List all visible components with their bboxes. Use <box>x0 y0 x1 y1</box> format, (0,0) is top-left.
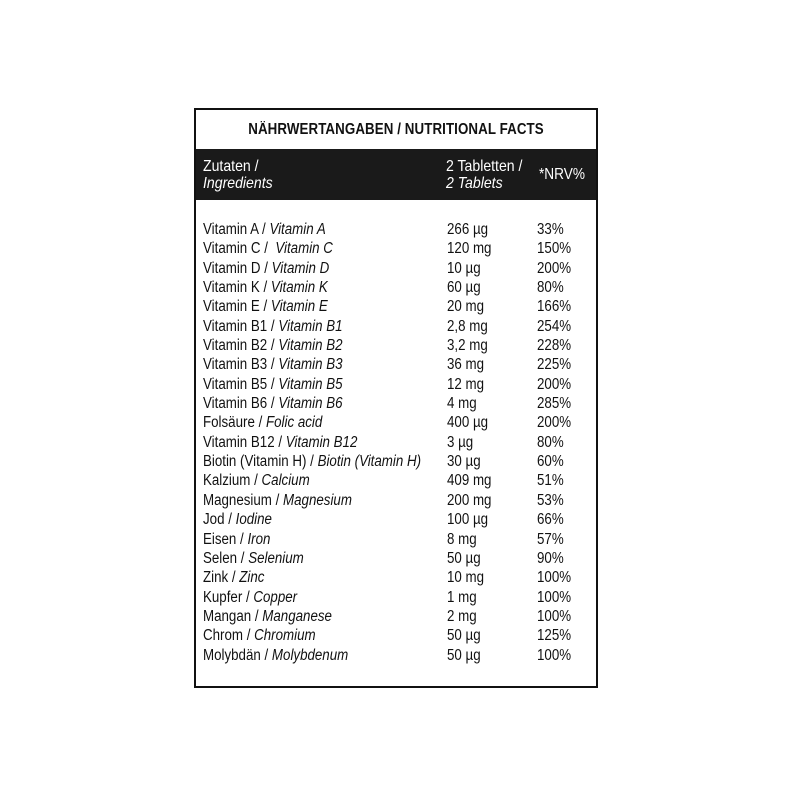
nutrient-name <box>203 452 421 471</box>
nutrient-name-en: Chromium <box>254 627 316 645</box>
nutrient-name-en: Vitamin C <box>275 240 333 258</box>
table-row <box>196 452 596 471</box>
nutrient-name <box>203 510 272 529</box>
nutrient-name-en: Copper <box>253 588 298 606</box>
nutrient-name-de: Eisen / <box>203 530 248 548</box>
nutrient-name-en: Vitamin E <box>270 298 328 316</box>
header-amount-de: 2 Tabletten / <box>446 158 523 175</box>
nutrient-nrv: 150% <box>537 240 572 258</box>
table-row <box>196 220 596 239</box>
table-row <box>196 433 596 452</box>
table-row <box>196 317 596 336</box>
nutrient-name-de: Vitamin B6 / <box>203 395 279 413</box>
table-row <box>196 297 596 316</box>
table-row <box>196 646 596 665</box>
nutrient-amount: 266 µg <box>447 221 489 238</box>
nutrient-amount: 30 µg <box>447 453 481 471</box>
nutrient-name-en: Vitamin A <box>269 221 326 238</box>
table-row <box>196 607 596 626</box>
nutrient-name-de: Vitamin B5 / <box>203 375 279 393</box>
table-row <box>196 626 596 645</box>
nutrient-amount: 4 mg <box>447 395 477 413</box>
header-amount <box>446 158 522 192</box>
nutrient-nrv: 200% <box>537 375 572 393</box>
nutrient-amount: 20 mg <box>447 298 485 316</box>
nutrient-name <box>203 336 343 355</box>
nutrient-nrv: 80% <box>537 279 564 297</box>
nutrient-amount: 50 µg <box>447 646 481 664</box>
nutrient-name <box>203 413 322 432</box>
nutrient-name-en: Vitamin K <box>270 279 328 297</box>
nutrient-amount: 400 µg <box>447 414 489 432</box>
table-row <box>196 336 596 355</box>
nutrient-amount: 3,2 mg <box>447 337 488 355</box>
nutrient-amount: 409 mg <box>447 472 492 490</box>
table-row <box>196 530 596 549</box>
nutrient-name <box>203 297 328 316</box>
table-header <box>196 149 596 200</box>
nutrient-nrv: 57% <box>537 530 564 548</box>
nutrient-name-de: Biotin (Vitamin H) / <box>203 453 318 471</box>
nutrient-name-de: Magnesium / <box>203 491 284 509</box>
nutrient-name <box>203 588 297 607</box>
nutrient-name-en: Vitamin B5 <box>278 375 343 393</box>
nutrient-nrv: 33% <box>537 221 564 238</box>
nutrient-name-de: Folsäure / <box>203 414 266 432</box>
nutrient-nrv: 100% <box>537 646 572 664</box>
label-title: NÄHRWERTANGABEN / NUTRITIONAL FACTS <box>248 120 544 138</box>
nutrient-name-en: Manganese <box>262 607 332 625</box>
nutrient-name <box>203 375 343 394</box>
nutrient-nrv: 166% <box>537 298 572 316</box>
nutrient-nrv: 53% <box>537 491 564 509</box>
nutrient-name <box>203 259 329 278</box>
nutrient-nrv: 66% <box>537 511 564 529</box>
nutrient-name-de: Vitamin B2 / <box>203 337 279 355</box>
nutrient-name <box>203 646 348 665</box>
nutrient-name <box>203 394 343 413</box>
nutrient-name-de: Chrom / <box>203 627 255 645</box>
table-row <box>196 355 596 374</box>
nutrient-name-en: Zinc <box>239 569 265 587</box>
nutrient-nrv: 90% <box>537 549 564 567</box>
nutrient-nrv: 100% <box>537 607 572 625</box>
table-row <box>196 259 596 278</box>
nutrient-nrv: 100% <box>537 588 572 606</box>
nutrient-nrv: 80% <box>537 433 564 451</box>
nutrient-name-en: Magnesium <box>283 491 352 509</box>
table-row <box>196 278 596 297</box>
nutrient-name-de: Vitamin D / <box>203 259 272 277</box>
nutrient-name-de: Vitamin B1 / <box>203 317 279 335</box>
nutrient-amount: 12 mg <box>447 375 485 393</box>
nutrient-name <box>203 471 310 490</box>
nutrient-list <box>196 220 596 665</box>
nutrient-name-en: Vitamin B12 <box>285 433 358 451</box>
nutrient-name-de: Mangan / <box>203 607 263 625</box>
nutrient-name <box>203 549 304 568</box>
table-row <box>196 413 596 432</box>
table-row <box>196 588 596 607</box>
nutrient-name-en: Vitamin B1 <box>278 317 343 335</box>
nutrient-nrv: 254% <box>537 317 572 335</box>
nutrient-name-en: Iodine <box>235 511 272 529</box>
nutrient-amount: 120 mg <box>447 240 492 258</box>
nutrient-name-de: Zink / <box>203 569 240 587</box>
table-row <box>196 375 596 394</box>
nutrient-amount: 200 mg <box>447 491 492 509</box>
nutrient-name-de: Vitamin C / <box>203 240 276 258</box>
nutrient-name-de: Selen / <box>203 549 249 567</box>
nutrient-name-de: Vitamin K / <box>203 279 271 297</box>
nutrient-name-de: Vitamin A / <box>203 221 270 238</box>
nutrient-name-de: Vitamin E / <box>203 298 271 316</box>
nutrient-name <box>203 491 352 510</box>
nutrient-name-en: Vitamin B6 <box>278 395 343 413</box>
nutrient-name <box>203 278 328 297</box>
nutrient-name-en: Vitamin B3 <box>278 356 343 374</box>
nutrient-amount: 50 µg <box>447 549 481 567</box>
nutrient-nrv: 228% <box>537 337 572 355</box>
nutrient-name <box>203 568 264 587</box>
nutrient-amount: 2 mg <box>447 607 477 625</box>
nutrient-nrv: 51% <box>537 472 564 490</box>
nutrient-name <box>203 433 357 452</box>
header-amount-en: 2 Tablets <box>446 175 503 192</box>
header-ingredients <box>203 158 273 192</box>
nutrient-name-en: Biotin (Vitamin H) <box>317 453 422 471</box>
table-row <box>196 491 596 510</box>
nutrient-name-en: Selenium <box>248 549 304 567</box>
nutrient-name-en: Vitamin B2 <box>278 337 343 355</box>
table-row <box>196 568 596 587</box>
table-row <box>196 549 596 568</box>
nutrient-name-en: Calcium <box>261 472 310 490</box>
nutrient-name-de: Vitamin B12 / <box>203 433 286 451</box>
nutrient-name-en: Iron <box>247 530 271 548</box>
nutrient-name <box>203 220 326 239</box>
header-ingredients-de: Zutaten / <box>203 158 259 175</box>
nutrient-amount: 3 µg <box>447 433 474 451</box>
nutrient-amount: 36 mg <box>447 356 485 374</box>
nutrient-name <box>203 607 332 626</box>
nutrient-name <box>203 626 316 645</box>
table-row <box>196 471 596 490</box>
nutrient-amount: 10 mg <box>447 569 485 587</box>
nutrient-nrv: 285% <box>537 395 572 413</box>
nutrient-amount: 60 µg <box>447 279 481 297</box>
nutrient-name-de: Vitamin B3 / <box>203 356 279 374</box>
nutrient-name-en: Folic acid <box>265 414 323 432</box>
nutrient-name <box>203 530 270 549</box>
nutrient-nrv: 200% <box>537 259 572 277</box>
table-row <box>196 510 596 529</box>
nutrient-name <box>203 355 343 374</box>
nutrient-name <box>203 239 333 258</box>
nutrient-amount: 2,8 mg <box>447 317 488 335</box>
nutrient-amount: 10 µg <box>447 259 481 277</box>
nutrient-name-en: Vitamin D <box>271 259 330 277</box>
nutrient-name-de: Kalzium / <box>203 472 262 490</box>
nutrient-name-de: Jod / <box>203 511 236 529</box>
nutrient-name <box>203 317 343 336</box>
nutrient-nrv: 100% <box>537 569 572 587</box>
nutrient-nrv: 225% <box>537 356 572 374</box>
header-nrv: *NRV% <box>539 166 585 183</box>
table-row <box>196 394 596 413</box>
table-row <box>196 239 596 258</box>
nutrient-name-en: Molybdenum <box>271 646 349 664</box>
nutrient-nrv: 200% <box>537 414 572 432</box>
nutrient-amount: 1 mg <box>447 588 477 606</box>
nutrient-amount: 50 µg <box>447 627 481 645</box>
nutrient-amount: 8 mg <box>447 530 477 548</box>
nutrient-nrv: 60% <box>537 453 564 471</box>
nutrient-name-de: Kupfer / <box>203 588 254 606</box>
nutrient-nrv: 125% <box>537 627 572 645</box>
nutrient-name-de: Molybdän / <box>203 646 272 664</box>
nutrition-facts-label <box>194 108 598 688</box>
header-ingredients-en: Ingredients <box>203 175 273 192</box>
nutrient-amount: 100 µg <box>447 511 489 529</box>
